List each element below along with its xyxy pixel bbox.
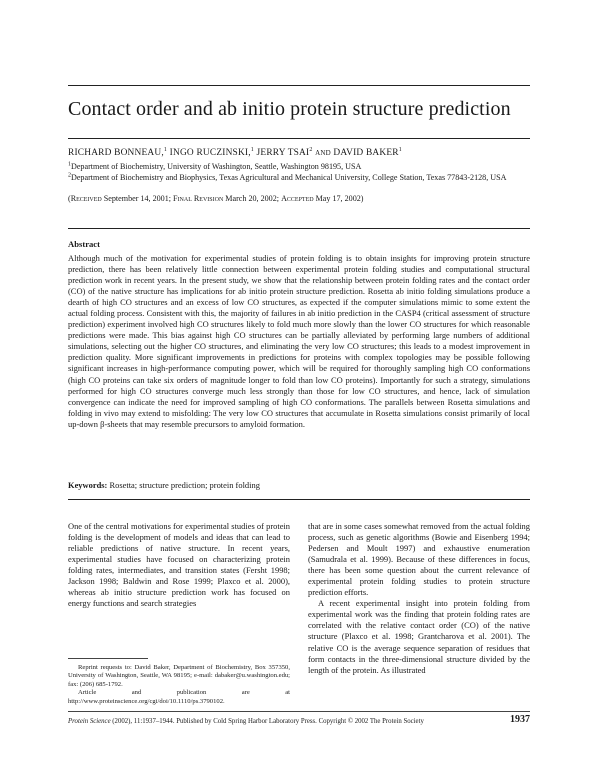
footnote-rule bbox=[68, 658, 148, 659]
affiliations bbox=[68, 162, 530, 183]
keywords-label: Keywords: bbox=[68, 480, 108, 490]
body-left-column: One of the central motivations for experimental studies of protein folding is the development of models and ideas that can lead to reliable predictions of native structure. In recent years, experimental studies have focused on characterizing protein folding rates, intermediates, and transition states (Fersht 1998; Jackson 1998; Baldwin and Rose 1999; Plaxco et al. 2000), whereas ab initio structure prediction work has focused on energy functions and search strategies bbox=[68, 521, 290, 609]
citation-line: (2002), 11:1937–1944. Published by Cold Spring Harbor Laboratory Press. Copyright © 2002 The Protein Society bbox=[110, 718, 424, 725]
title-rule bbox=[68, 138, 530, 139]
affiliation-1: $^1$Department of Biochemistry, University of Washington, Seattle, Washington 98195, USA bbox=[68, 161, 362, 171]
author-list: RICHARD BONNEAU,$^1$ INGO RUCZINSKI,$^1$ JERRY TSAI$^2$ and DAVID BAKER$^1$ bbox=[68, 146, 402, 158]
author-and: and bbox=[312, 148, 334, 158]
keywords-rule bbox=[68, 499, 530, 500]
affiliation-2: $^2$Department of Biochemistry and Biophysics, Texas Agricultural and Mechanical University, College Station, Texas 77843-2128, USA bbox=[68, 171, 507, 182]
journal-name: Protein Science bbox=[68, 718, 111, 725]
author-ruczinski: INGO RUCZINSKI, bbox=[167, 148, 251, 158]
abstract-body: Although much of the motivation for experimental studies of protein folding is to obtain insights for improving protein structure prediction, there has been relatively little connection between experimental protein folding studies and computational structural prediction work in recent years. In the present study, we show that the relationship between protein folding rates and the contact order (CO) of the native structure has implications for ab initio protein structure prediction. Rosetta ab initio folding simulations produce a dearth of high CO structures and an excess of low CO structures, as expected if the computer simulations mimic to some extent the actual folding process. Consistent with this, the majority of failures in ab initio prediction in the CASP4 (critical assessment of structure prediction) experiment involved high CO structures likely to fold much more slowly than the lower CO structures for which reasonable predictions were made. This bias against high CO structures can be partially alleviated by performing large numbers of additional simulations, selecting out the higher CO structures, and eliminating the very low CO structures; this leads to a modest improvement in prediction quality. More significant improvements in predictions for proteins with complex topologies may be possible following significant increases in high-performance computing power, which will be required for thoroughly sampling high CO conformations (high CO proteins can take six orders of magnitude longer to fold than low CO proteins). Importantly for such a strategy, simulations performed for high CO structures converge much less strongly than those for low CO structures, and hence, lack of simulation convergence can indicate the need for improved sampling of high CO conformations. The parallels between Rosetta simulations and folding in vivo may extend to misfolding: The very low CO structures that accumulate in Rosetta simulations consist primarily of local up-down β-sheets that may resemble precursors to amyloid formation. bbox=[68, 253, 530, 429]
footnote bbox=[68, 664, 290, 706]
keywords: Keywords: Rosetta; structure prediction; protein folding bbox=[68, 480, 260, 490]
received-label: Received bbox=[70, 194, 102, 203]
history-dates: (Received September 14, 2001; Final Revision March 20, 2002; Accepted May 17, 2002) bbox=[68, 194, 364, 203]
author-tsai: JERRY TSAI bbox=[254, 148, 310, 158]
footer-rule bbox=[68, 711, 530, 712]
author-bonneau: RICHARD BONNEAU, bbox=[68, 148, 164, 158]
abstract-rule bbox=[68, 228, 530, 229]
body-paragraph: A recent experimental insight into protein folding from experimental work was the finding that protein folding rates are correlated with the relative contact order (CO) of the native structure (Plaxco et al. 1998; Grantcharova et al. 2001). The relative CO is the average sequence separation of residues that form contacts in the three-dimensional structure divided by the length of the protein. As illustrated bbox=[308, 598, 530, 675]
top-rule bbox=[68, 85, 530, 86]
body-paragraph: that are in some cases somewhat removed from the actual folding process, such as genetic algorithms (Bowie and Eisenberg 1994; Pedersen and Moult 1997) and exhaustive enumeration (Samudrala et al. 1999). Because of these differences in focus, there has been some question about the current relevance of experimental protein folding studies to protein structure prediction efforts. bbox=[308, 521, 530, 598]
accepted-label: Accepted bbox=[281, 194, 314, 203]
abstract-heading: Abstract bbox=[68, 239, 100, 249]
article-title: Contact order and ab initio protein structure prediction bbox=[68, 98, 511, 120]
page-footer bbox=[68, 717, 488, 726]
body-right-column bbox=[308, 521, 530, 676]
article-url-note: Article and publication are at http://www.proteinscience.org/cgi/doi/10.1110/ps.3790102. bbox=[68, 689, 290, 705]
final-revision-label: Final Revision bbox=[173, 194, 224, 203]
author-baker: DAVID BAKER bbox=[333, 148, 399, 158]
reprint-requests: Reprint requests to: David Baker, Department of Biochemistry, Box 357350, University of Washington, Seattle, WA 98195; e-mail: dabaker@u.washington.edu; fax: (206) 685-1792. bbox=[68, 664, 290, 688]
page-number: 1937 bbox=[510, 714, 530, 725]
